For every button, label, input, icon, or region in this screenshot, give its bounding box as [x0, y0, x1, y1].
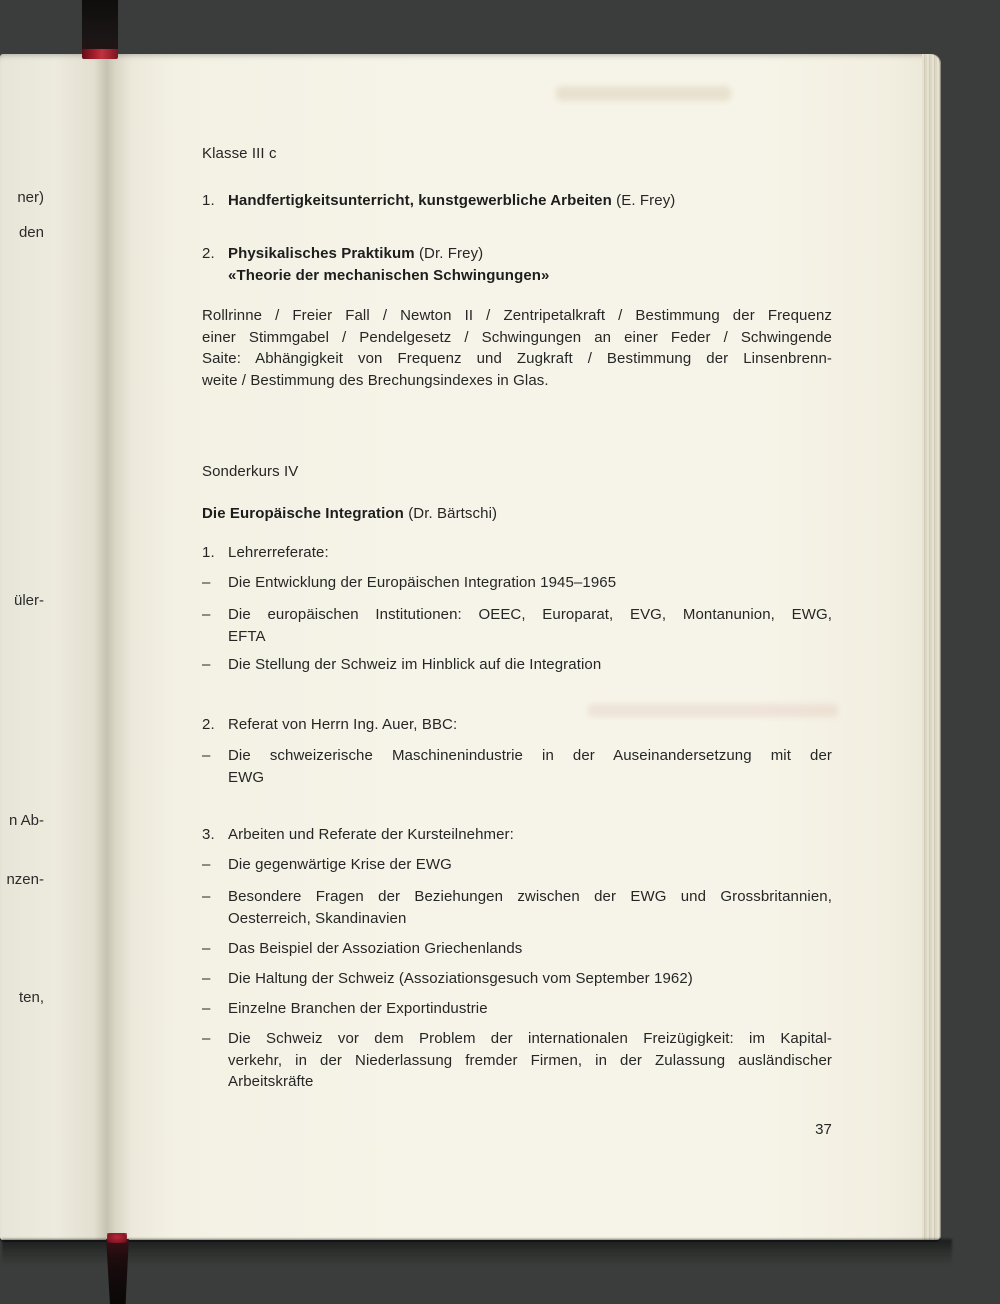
bullet-dash: –	[202, 747, 211, 764]
book-drop-shadow	[2, 1239, 952, 1265]
course-item-1	[202, 190, 832, 212]
bullet-item	[202, 745, 832, 788]
bullet-text	[228, 604, 832, 647]
left-page-fragment: üler-	[13, 592, 44, 609]
bullet-item	[202, 604, 832, 647]
course-item-2	[202, 243, 832, 286]
bullet-text	[228, 854, 832, 876]
bullet-dash: –	[202, 656, 211, 673]
group-number: 1.	[202, 544, 215, 561]
sonderkurs-lecturer: (Dr. Bärtschi)	[408, 505, 498, 522]
bullet-item	[202, 938, 832, 960]
bullet-line: Die gegenwärtige Krise der EWG	[228, 856, 452, 873]
bullet-line: Die Haltung der Schweiz (Assoziationsgesuch vom September 1962)	[228, 970, 693, 987]
bullet-item	[202, 1028, 832, 1093]
course-subtitle: «Theorie der mechanischen Schwingungen»	[228, 266, 550, 284]
page-number: 37	[815, 1121, 832, 1138]
praktikum-topics-paragraph	[202, 305, 832, 391]
bullet-text	[228, 998, 832, 1020]
bullet-text	[228, 886, 832, 929]
bookmark-ribbon-red-tip	[82, 49, 118, 59]
group-number: 3.	[202, 826, 215, 843]
bookmark-ribbon-top	[82, 0, 118, 54]
bullet-item	[202, 998, 832, 1020]
course-title-bold: Handfertigkeitsunterricht, kunstgewerbliche Arbeiten	[228, 192, 612, 209]
bullet-line: EFTA	[228, 627, 266, 645]
bleed-through-smudge	[556, 86, 731, 101]
bullet-dash: –	[202, 1000, 211, 1017]
bullet-line: Die Stellung der Schweiz im Hinblick auf die Integration	[228, 656, 602, 673]
group-3-heading	[202, 824, 832, 846]
course-instructor: (E. Frey)	[616, 192, 676, 209]
left-page-fragment: den	[18, 224, 44, 241]
bullet-line: Die schweizerische Maschinenindustrie in der Auseinandersetzung mit der	[228, 747, 832, 764]
bullet-dash: –	[202, 574, 211, 591]
left-page-fragment: n Ab-	[8, 812, 44, 829]
bullet-dash: –	[202, 970, 211, 987]
left-page-fragment: nzen-	[6, 871, 44, 888]
bullet-item	[202, 572, 832, 594]
group-1-heading	[202, 542, 832, 564]
group-label: Referat von Herrn Ing. Auer, BBC:	[228, 716, 458, 733]
bullet-item	[202, 654, 832, 676]
bullet-line: Einzelne Branchen der Exportindustrie	[228, 1000, 488, 1017]
item-number: 2.	[202, 245, 215, 262]
bullet-line: Arbeitskräfte	[228, 1073, 314, 1090]
paragraph-line: Rollrinne / Freier Fall / Newton II / Zentripetalkraft / Bestimmung der Frequenz	[202, 307, 832, 324]
course-instructor: (Dr. Frey)	[418, 245, 484, 262]
bullet-line: Die Schweiz vor dem Problem der internationalen Freizügigkeit: im Kapital-	[228, 1030, 832, 1047]
bullet-item	[202, 886, 832, 929]
bullet-line: Das Beispiel der Assoziation Griechenlands	[228, 940, 523, 957]
group-label: Arbeiten und Referate der Kursteilnehmer:	[228, 826, 514, 843]
bullet-text	[228, 654, 832, 676]
paragraph-line: weite / Bestimmung des Brechungsindexes in Glas.	[202, 371, 549, 389]
open-book-pages	[0, 54, 941, 1240]
bullet-item	[202, 968, 832, 990]
bullet-text	[228, 572, 832, 594]
class-heading: Klasse III c	[202, 145, 277, 162]
bullet-dash: –	[202, 888, 211, 905]
course-item-text	[228, 243, 832, 286]
bullet-line: verkehr, in der Niederlassung fremder Firmen, in der Zulassung ausländischer	[228, 1051, 832, 1069]
bullet-line: Die Entwicklung der Europäischen Integration 1945–1965	[228, 574, 617, 591]
bullet-text	[228, 1028, 832, 1093]
bullet-text	[228, 938, 832, 960]
bullet-dash: –	[202, 940, 211, 957]
bullet-item	[202, 854, 832, 876]
bookmark-ribbon-bottom	[104, 1239, 131, 1304]
bullet-line: Besondere Fragen der Beziehungen zwischen der EWG und Grossbritannien,	[228, 888, 832, 905]
sonderkurs-heading: Sonderkurs IV	[202, 463, 299, 480]
item-number: 1.	[202, 192, 215, 209]
paragraph-line: einer Stimmgabel / Pendelgesetz / Schwingungen an einer Feder / Schwingende	[202, 328, 832, 346]
bullet-text	[228, 745, 832, 788]
group-number: 2.	[202, 716, 215, 733]
bullet-line: EWG	[228, 768, 265, 786]
left-page-fragment: ten,	[18, 989, 44, 1006]
bullet-line: Oesterreich, Skandinavien	[228, 909, 407, 927]
paragraph-line: Saite: Abhängigkeit von Frequenz und Zugkraft / Bestimmung der Linsenbrenn-	[202, 350, 832, 367]
sonderkurs-title	[202, 503, 832, 525]
bullet-dash: –	[202, 606, 211, 623]
bullet-dash: –	[202, 1030, 211, 1047]
course-title-bold: Physikalisches Praktikum	[228, 245, 415, 262]
bullet-dash: –	[202, 856, 211, 873]
bullet-line: Die europäischen Institutionen: OEEC, Europarat, EVG, Montanunion, EWG,	[228, 606, 832, 623]
course-item-text	[228, 190, 832, 212]
left-page-fragment: ner)	[17, 189, 44, 206]
bookmark-ribbon-red-glint	[107, 1233, 127, 1243]
sonderkurs-title-bold: Die Europäische Integration	[202, 505, 404, 522]
bullet-text	[228, 968, 832, 990]
group-2-heading	[202, 714, 832, 736]
group-label: Lehrerreferate:	[228, 544, 329, 561]
page-edge-stack	[922, 54, 941, 1240]
